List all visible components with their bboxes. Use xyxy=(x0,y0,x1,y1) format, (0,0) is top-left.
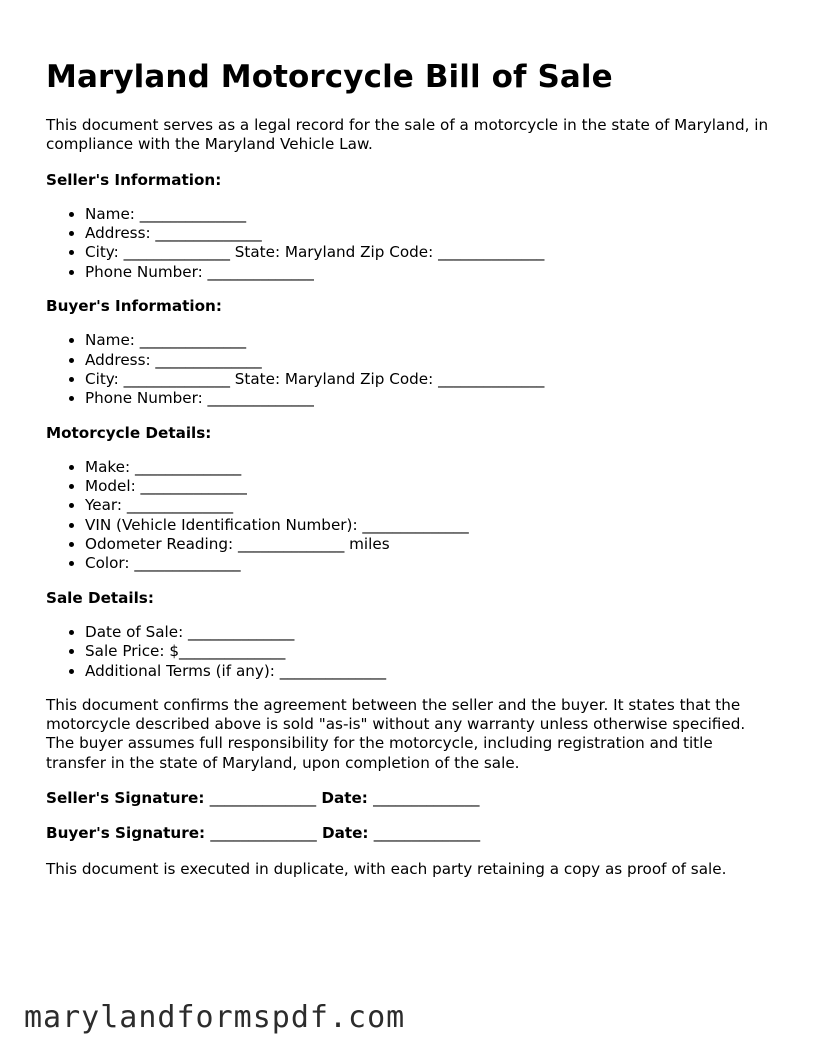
document-title: Maryland Motorcycle Bill of Sale xyxy=(46,59,613,95)
seller-signature-blank: ______________ xyxy=(209,789,317,808)
buyer-phone-item: • Phone Number: ______________ xyxy=(85,389,776,408)
document-page xyxy=(46,58,776,879)
year-item: • Year: ______________ xyxy=(85,496,776,515)
seller-signature-label: Seller's Signature: xyxy=(46,789,205,808)
site-watermark: marylandformspdf.com xyxy=(24,1000,406,1035)
intro-paragraph: This document serves as a legal record for the sale of a motorcycle in the state of Maryland, in compliance with the Maryland Vehicle Law. xyxy=(46,116,769,154)
additional-terms-item: • Additional Terms (if any): ______________ xyxy=(85,662,776,681)
date-of-sale-item: • Date of Sale: ______________ xyxy=(85,623,776,642)
buyer-list xyxy=(46,331,776,408)
buyer-date-label: Date: xyxy=(321,824,369,843)
make-item: • Make: ______________ xyxy=(85,458,776,477)
vin-item: • VIN (Vehicle Identification Number): ______________ xyxy=(85,516,776,535)
buyer-signature-blank: ______________ xyxy=(210,824,317,843)
sale-heading: Sale Details: xyxy=(46,588,154,607)
closing-paragraph: This document confirms the agreement between the seller and the buyer. It states that the motorcycle described above is sold "as-is" without any warranty unless otherwise specified. The buyer assumes full responsibility for the motorcycle, including registration and title transfer in the state of Maryland, upon completion of the sale. xyxy=(46,695,746,772)
duplicate-note: This document is executed in duplicate, with each party retaining a copy as proof of sale. xyxy=(46,859,727,878)
model-item: • Model: ______________ xyxy=(85,477,776,496)
motorcycle-list xyxy=(46,458,776,574)
sale-list xyxy=(46,623,776,681)
seller-list xyxy=(46,205,776,282)
motorcycle-heading: Motorcycle Details: xyxy=(46,423,212,442)
buyer-date-blank: ______________ xyxy=(373,824,481,843)
seller-date-blank: ______________ xyxy=(373,789,480,808)
buyer-city-item: • City: ______________ State: Maryland Zip Code: ______________ xyxy=(85,370,776,389)
buyer-signature-line xyxy=(46,824,776,843)
seller-heading: Seller's Information: xyxy=(46,170,222,189)
buyer-heading: Buyer's Information: xyxy=(46,297,222,316)
odometer-item: • Odometer Reading: ______________ miles xyxy=(85,535,776,554)
seller-signature-line xyxy=(46,789,776,808)
seller-date-label: Date: xyxy=(321,789,368,808)
sale-price-item: • Sale Price: $______________ xyxy=(85,642,776,661)
seller-city-item: • City: ______________ State: Maryland Zip Code: ______________ xyxy=(85,243,776,262)
color-item: • Color: ______________ xyxy=(85,554,776,573)
buyer-name-item: • Name: ______________ xyxy=(85,331,776,350)
buyer-signature-label: Buyer's Signature: xyxy=(46,824,206,843)
buyer-address-item: • Address: ______________ xyxy=(85,351,776,370)
seller-phone-item: • Phone Number: ______________ xyxy=(85,263,776,282)
seller-name-item: • Name: ______________ xyxy=(85,205,776,224)
seller-address-item: • Address: ______________ xyxy=(85,224,776,243)
